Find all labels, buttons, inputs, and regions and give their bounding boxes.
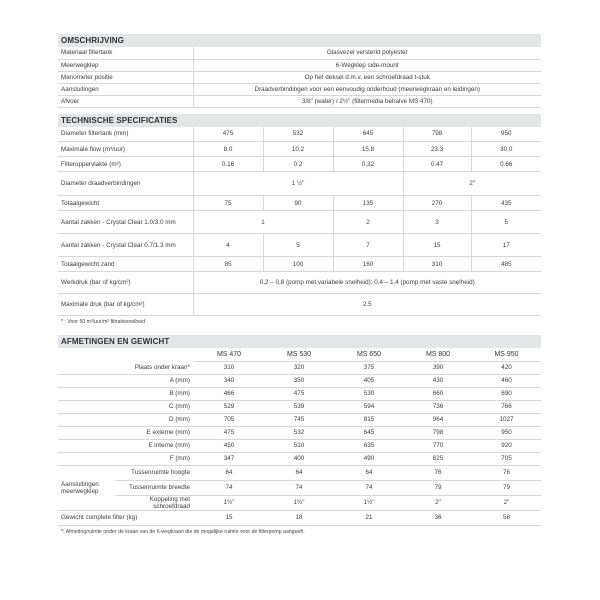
cell: 36: [404, 510, 472, 525]
cell: 17: [471, 234, 541, 257]
cell: 18: [264, 510, 334, 525]
cell: 100: [263, 257, 333, 272]
table-row: [58, 59, 541, 71]
row-value: Glasvezel versterkt polyester: [193, 47, 541, 59]
cell: 460: [472, 374, 541, 387]
row-label: E interne (mm): [58, 439, 194, 452]
cell: 625: [404, 452, 472, 465]
row-label: Plaats onder kraan*: [58, 361, 194, 374]
row-label: Afvoer: [58, 95, 193, 107]
section-title-omschrijving: OMSCHRIJVING: [58, 34, 541, 47]
row-value: 6-Wegklep side-mount: [193, 59, 541, 71]
row-label: Diameter filtertank (mm): [58, 127, 193, 142]
table-row: [58, 234, 541, 257]
column-header: MS 470: [194, 348, 264, 361]
cell: 30.0: [471, 142, 541, 157]
cell: 475: [194, 426, 264, 439]
row-label: Manometer positie: [58, 71, 193, 83]
row-label: Tussenruimte breedte: [116, 480, 194, 495]
cell: 270: [403, 196, 471, 211]
row-label: Werkdruk (bar of kg/cm²): [58, 272, 193, 294]
cell: 64: [194, 465, 264, 480]
table-row: [58, 257, 541, 272]
cell: 475: [193, 127, 263, 142]
cell: 0.16: [193, 157, 263, 172]
footnote-techspec: * : Voor 50 m³/uur/m² filtratiesnelheid: [61, 319, 146, 325]
cell: 2": [403, 172, 541, 196]
table-row: [58, 510, 541, 525]
table-row: [58, 157, 541, 172]
cell: 475: [264, 387, 334, 400]
cell: 1½": [334, 495, 404, 510]
cell: 5: [471, 211, 541, 234]
cell: 485: [471, 257, 541, 272]
table-row: [58, 71, 541, 83]
cell: 2: [333, 211, 403, 234]
cell: 15: [403, 234, 471, 257]
cell: 310: [403, 257, 471, 272]
cell: 0.2: [263, 157, 333, 172]
row-label: Gewicht complete filter (kg): [58, 510, 194, 525]
cell: 7: [333, 234, 403, 257]
table-row: [58, 465, 541, 480]
cell: 375: [334, 361, 404, 374]
cell: 530: [334, 387, 404, 400]
cell: 705: [194, 413, 264, 426]
cell: 770: [404, 439, 472, 452]
section-title-afmetingen: AFMETINGEN EN GEWICHT: [58, 335, 541, 348]
table-row: [58, 95, 541, 107]
cell: 74: [264, 480, 334, 495]
row-label: Filteroppervlakte (m²): [58, 157, 193, 172]
cell: 4: [193, 234, 263, 257]
cell: 58: [472, 510, 541, 525]
cell: 950: [472, 426, 541, 439]
cell: 0.47: [403, 157, 471, 172]
table-row: [58, 172, 541, 196]
cell: 2": [472, 495, 541, 510]
cell: 160: [333, 257, 403, 272]
cell: 0.32: [333, 157, 403, 172]
row-label: F (mm): [58, 452, 194, 465]
cell: 135: [333, 196, 403, 211]
row-label: Diameter draadverbindingen: [58, 172, 193, 196]
cell: 74: [334, 480, 404, 495]
cell: 347: [194, 452, 264, 465]
cell: 10.2: [263, 142, 333, 157]
table-row: [58, 196, 541, 211]
cell: 420: [472, 361, 541, 374]
table-row: [58, 387, 541, 400]
cell: 79: [404, 480, 472, 495]
cell: 490: [334, 452, 404, 465]
cell: 435: [471, 196, 541, 211]
table-row: [58, 426, 541, 439]
cell: 320: [264, 361, 334, 374]
table-row: [58, 142, 541, 157]
cell: 64: [334, 465, 404, 480]
column-header: MS 800: [404, 348, 472, 361]
cell: 8.0: [193, 142, 263, 157]
table-row: [58, 452, 541, 465]
cell: 0,2 – 0,8 (pomp met variabele snelheid); 0,4 – 1,4 (pomp met vaste snelheid): [193, 272, 541, 294]
table-row: [58, 361, 541, 374]
cell: 798: [403, 127, 471, 142]
footnote-afmetingen: *: Afmeting/ruimte onder de kraan van de 6-wegkraan die de mogelijke ruimte voor de filterpomp aangeeft.: [61, 528, 305, 535]
cell: 1 ½": [193, 172, 403, 196]
row-label: Aantal zakken - Crystal Clear 1.0/3.0 mm: [58, 211, 193, 234]
cell: 645: [333, 127, 403, 142]
cell: 920: [472, 439, 541, 452]
cell: 539: [264, 400, 334, 413]
row-label: B (mm): [58, 387, 194, 400]
cell: 21: [334, 510, 404, 525]
row-label: Koppeling met schroefdraad: [116, 495, 194, 510]
cell: 75: [193, 196, 263, 211]
cell: 1½": [264, 495, 334, 510]
cell: 5: [263, 234, 333, 257]
cell: 1: [193, 211, 333, 234]
row-label: Totaalgewicht zand: [58, 257, 193, 272]
table-row: [58, 374, 541, 387]
cell: 645: [334, 426, 404, 439]
column-header: MS 530: [264, 348, 334, 361]
cell: 90: [263, 196, 333, 211]
table-row: [58, 47, 541, 59]
cell: 705: [472, 452, 541, 465]
row-label: Materiaal filtertank: [58, 47, 193, 59]
cell: 798: [404, 426, 472, 439]
cell: 660: [404, 387, 472, 400]
cell: 532: [263, 127, 333, 142]
table-row: [58, 413, 541, 426]
cell: 350: [264, 374, 334, 387]
cell: 635: [334, 439, 404, 452]
cell: 430: [404, 374, 472, 387]
cell: 466: [194, 387, 264, 400]
cell: 745: [264, 413, 334, 426]
cell: 400: [264, 452, 334, 465]
cell: 690: [472, 387, 541, 400]
cell: 15.8: [333, 142, 403, 157]
table-row: [58, 400, 541, 413]
cell: 76: [404, 465, 472, 480]
cell: 532: [264, 426, 334, 439]
row-label: Aansluitingen: [58, 83, 193, 95]
row-label: Maximale flow (m³/uur): [58, 142, 193, 157]
cell: 594: [334, 400, 404, 413]
cell: 736: [404, 400, 472, 413]
cell: 510: [264, 439, 334, 452]
cell: 950: [471, 127, 541, 142]
table-row: [58, 495, 541, 510]
cell: 405: [334, 374, 404, 387]
techspec-table: [58, 127, 541, 317]
table-row: [58, 127, 541, 142]
cell: 85: [193, 257, 263, 272]
cell: 964: [404, 413, 472, 426]
table-row: [58, 439, 541, 452]
row-label: C (mm): [58, 400, 194, 413]
row-value: 3/8" (water) / 2½" (filtermedia behalve MS 470): [193, 95, 541, 107]
section-title-techspec: TECHNISCHE SPECIFICATIES: [58, 114, 541, 127]
row-value: Op het deksel d.m.v. een schroefdraad t-stuk: [193, 71, 541, 83]
cell: 529: [194, 400, 264, 413]
table-row: [58, 83, 541, 95]
row-label: Tussenruimte hoogte: [116, 465, 194, 480]
cell: 3: [403, 211, 471, 234]
cell: 766: [472, 400, 541, 413]
cell: 76: [472, 465, 541, 480]
cell: 15: [194, 510, 264, 525]
cell: 815: [334, 413, 404, 426]
spec-sheet: [58, 34, 541, 539]
cell: 0.66: [471, 157, 541, 172]
table-header-row: [58, 348, 541, 361]
afmetingen-table: [58, 348, 541, 526]
cell: 1027: [472, 413, 541, 426]
table-row: [58, 272, 541, 294]
cell: 450: [194, 439, 264, 452]
row-value: Draadverbindingen voor een eenvoudig onderhoud (meerwegkraan en leidingen): [193, 83, 541, 95]
cell: 64: [264, 465, 334, 480]
cell: 23.3: [403, 142, 471, 157]
row-label: E externe (mm): [58, 426, 194, 439]
cell: 1½": [194, 495, 264, 510]
cell: 2.5: [193, 294, 541, 316]
group-label: Aansluitingen meerwegklep: [58, 465, 116, 510]
cell: 2": [404, 495, 472, 510]
cell: 340: [194, 374, 264, 387]
column-header: MS 950: [472, 348, 541, 361]
cell: 79: [472, 480, 541, 495]
table-row: [58, 480, 541, 495]
row-label: Maximale druk (bar of kg/cm²): [58, 294, 193, 316]
omschrijving-table: [58, 47, 541, 108]
cell: 390: [404, 361, 472, 374]
row-label: Aantal zakken - Crystal Clear 0.7/1.3 mm: [58, 234, 193, 257]
cell: 74: [194, 480, 264, 495]
column-header: MS 650: [334, 348, 404, 361]
row-label: Totaalgewicht: [58, 196, 193, 211]
table-row: [58, 211, 541, 234]
row-label: A (mm): [58, 374, 194, 387]
cell: 310: [194, 361, 264, 374]
row-label: Meerwegklep: [58, 59, 193, 71]
row-label: D (mm): [58, 413, 194, 426]
table-row: [58, 294, 541, 316]
